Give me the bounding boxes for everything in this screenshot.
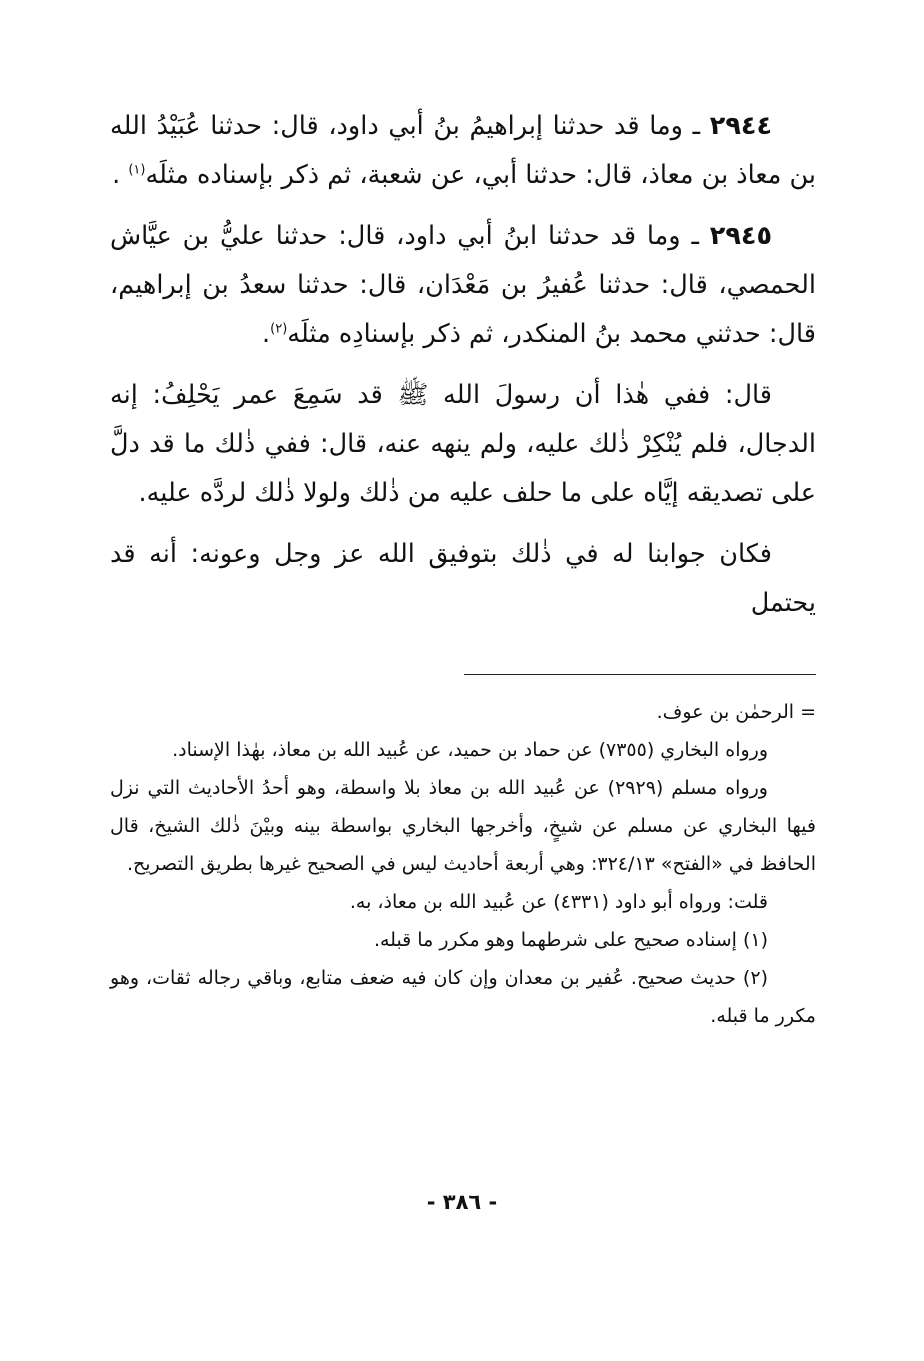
main-text	[110, 102, 816, 628]
page-number: - ٣٨٦ -	[426, 1190, 498, 1214]
commentary-paragraph: قال: ففي هٰذا أن رسولَ الله ﷺ قد سَمِعَ عمر يَحْلِفُ: إنه الدجال، فلم يُنْكِرْ ذٰلك عليه، ولم ينهه عنه، قال: ففي ذٰلك ما قد دلَّ على تصديقه إيَّاه على ما حلف عليه من ذٰلك ولولا ذٰلك لردَّه عليه.	[110, 380, 816, 508]
sentence-end: .	[262, 319, 271, 349]
footnote-abu-dawud: قلت: ورواه أبو داود (٤٣٣١) عن عُبيد الله بن معاذ، به.	[349, 891, 768, 913]
page-body	[110, 102, 816, 1035]
hadith-text: ـ وما قد حدثنا ابنُ أبي داود، قال: حدثنا عليُّ بن عيَّاش الحمصي، قال: حدثنا عُفيرُ بن مَعْدَان، قال: حدثنا سعدُ بن إبراهيم، قال: حدثني محمد بنُ المنكدر، ثم ذكر بإسنادِه مثلَه	[110, 221, 816, 349]
footnotes	[110, 693, 816, 1035]
footnote-continuation: = الرحمٰن بن عوف.	[656, 701, 816, 723]
footnote-ref: (١)	[128, 162, 146, 178]
footnote-muslim: ورواه مسلم (٢٩٢٩) عن عُبيد الله بن معاذ بلا واسطة، وهو أحدُ الأحاديث التي نزل فيها البخاري عن مسلم عن شيخٍ، وأخرجها البخاري بواسطة بينه وبيْنَ ذٰلك الشيخ، قال الحافظ في «الفتح» ٣٢٤/١٣: وهي أربعة أحاديث ليس في الصحيح غيرها بطريق التصريح.	[110, 777, 816, 875]
answer-paragraph: فكان جوابنا له في ذٰلك بتوفيق الله عز وجل وعونه: أنه قد يحتمل	[110, 539, 816, 618]
footnote-2: (٢) حديث صحيح. عُفير بن معدان وإن كان فيه ضعف متابع، وباقي رجاله ثقات، وهو مكرر ما قبله.	[110, 967, 816, 1027]
footnote-ref: (٢)	[270, 321, 288, 337]
footnote-bukhari: ورواه البخاري (٧٣٥٥) عن حماد بن حميد، عن عُبيد الله بن معاذ، بهٰذا الإسناد.	[172, 739, 768, 761]
hadith-number: ٢٩٤٤	[709, 111, 773, 141]
hadith-2944	[110, 102, 816, 200]
footnote-1: (١) إسناده صحيح على شرطهما وهو مكرر ما قبله.	[373, 929, 768, 951]
hadith-number: ٢٩٤٥	[709, 221, 773, 251]
footnote-separator	[464, 674, 816, 675]
hadith-text: ـ وما قد حدثنا إبراهيمُ بنُ أبي داود، قال: حدثنا عُبَيْدُ الله بن معاذ بن معاذ، قال: حدثنا أبي، عن شعبة، ثم ذكر بإسناده مثلَه	[110, 111, 816, 190]
hadith-2945	[110, 212, 816, 359]
sentence-end: .	[112, 160, 121, 190]
